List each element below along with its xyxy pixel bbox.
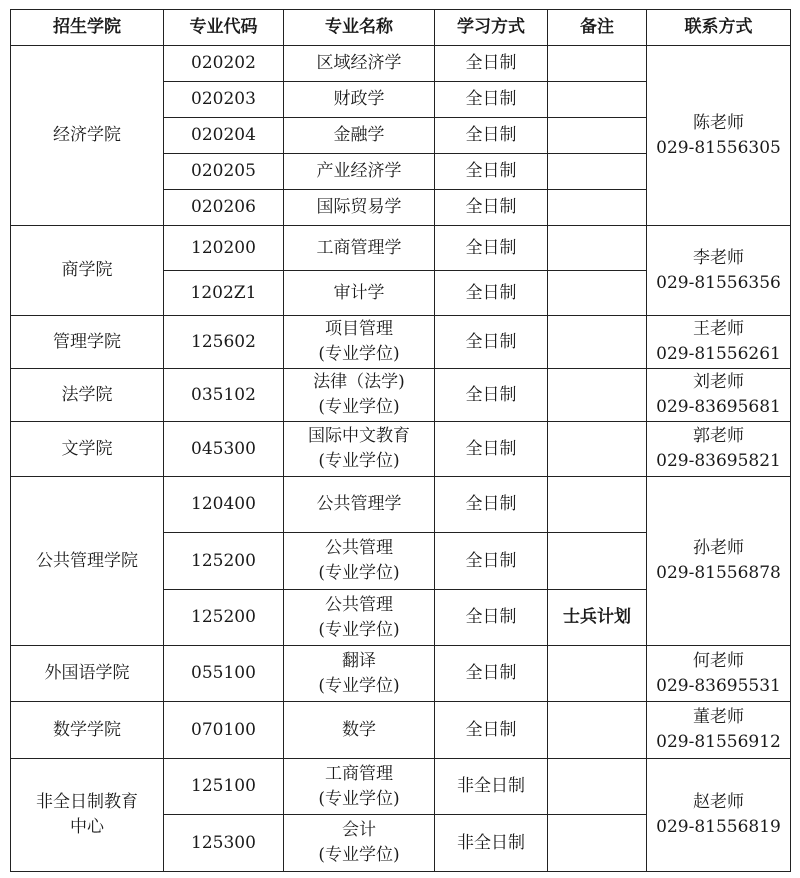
note (548, 422, 647, 477)
major-code: 035102 (164, 369, 284, 422)
table-body (11, 46, 791, 872)
major-name: 金融学 (333, 125, 385, 145)
contact (647, 702, 791, 759)
major-name-cell (284, 226, 435, 271)
study-mode: 全日制 (435, 646, 548, 702)
study-mode: 全日制 (435, 46, 548, 82)
note (548, 154, 647, 190)
major-name: 数学 (342, 719, 376, 740)
major-name: 工商管理学 (316, 237, 402, 258)
note (548, 369, 647, 422)
study-mode: 非全日制 (435, 815, 548, 872)
header-college: 招生学院 (11, 10, 164, 46)
major-name-cell (284, 154, 435, 190)
major-name-cell (284, 46, 435, 82)
contact-name: 赵老师 (693, 792, 744, 812)
study-mode: 非全日制 (435, 759, 548, 815)
admissions-table (10, 9, 791, 872)
major-name-cell (284, 316, 435, 369)
major-name-cell (284, 190, 435, 226)
major-code: 020204 (164, 118, 284, 154)
major-name-cell (284, 118, 435, 154)
major-name: 产业经济学 (316, 161, 402, 181)
major-name: 公共管理学 (316, 494, 402, 514)
major-name-cell (284, 369, 435, 422)
table-row (11, 477, 791, 533)
contact-name: 李老师 (693, 247, 744, 268)
note (548, 533, 647, 590)
contact (647, 759, 791, 872)
major-degree-type: (专业学位) (318, 563, 400, 583)
major-code: 020203 (164, 82, 284, 118)
study-mode: 全日制 (435, 422, 548, 477)
major-name-cell (284, 82, 435, 118)
college-name: 数学学院 (11, 702, 164, 759)
major-name: 国际中文教育 (308, 426, 410, 446)
college-name: 文学院 (11, 422, 164, 477)
table-row (11, 226, 791, 271)
contact-phone: 029-83695681 (656, 397, 781, 417)
study-mode: 全日制 (435, 226, 548, 271)
contact-name: 陈老师 (693, 112, 744, 133)
study-mode: 全日制 (435, 118, 548, 154)
contact-name: 刘老师 (693, 372, 744, 392)
major-code: 125602 (164, 316, 284, 369)
major-name-cell (284, 533, 435, 590)
table-row (11, 316, 791, 369)
contact-phone: 029-81556878 (656, 563, 781, 583)
admissions-table-wrapper (10, 9, 791, 872)
major-code: 045300 (164, 422, 284, 477)
major-code: 120400 (164, 477, 284, 533)
contact-name: 何老师 (693, 650, 744, 671)
major-code: 070100 (164, 702, 284, 759)
contact-phone: 029-81556912 (656, 732, 781, 752)
table-row (11, 759, 791, 815)
major-degree-type: (专业学位) (318, 788, 400, 809)
major-name: 公共管理 (325, 538, 393, 558)
college-name: 商学院 (11, 226, 164, 316)
contact (647, 46, 791, 226)
major-code: 055100 (164, 646, 284, 702)
note (548, 271, 647, 316)
major-code: 125200 (164, 533, 284, 590)
major-name: 区域经济学 (316, 53, 402, 73)
major-name: 会计 (342, 820, 376, 840)
header-code: 专业代码 (164, 10, 284, 46)
contact-name: 郭老师 (693, 426, 744, 446)
header-major: 专业名称 (284, 10, 435, 46)
contact (647, 369, 791, 422)
major-name-cell (284, 422, 435, 477)
header-note: 备注 (548, 10, 647, 46)
table-row (11, 646, 791, 702)
major-code: 020202 (164, 46, 284, 82)
study-mode: 全日制 (435, 369, 548, 422)
note (548, 82, 647, 118)
major-code: 125100 (164, 759, 284, 815)
note (548, 702, 647, 759)
table-row (11, 422, 791, 477)
college-name: 外国语学院 (11, 646, 164, 702)
study-mode: 全日制 (435, 190, 548, 226)
major-name: 公共管理 (325, 594, 393, 615)
college-name: 管理学院 (11, 316, 164, 369)
note (548, 118, 647, 154)
major-name-cell (284, 815, 435, 872)
contact (647, 316, 791, 369)
major-degree-type: (专业学位) (318, 344, 400, 364)
major-code: 120200 (164, 226, 284, 271)
major-name: 翻译 (342, 650, 376, 671)
note (548, 759, 647, 815)
major-name-cell (284, 759, 435, 815)
header-row (11, 10, 791, 46)
major-code: 125200 (164, 590, 284, 646)
study-mode: 全日制 (435, 316, 548, 369)
major-name-cell (284, 702, 435, 759)
contact-phone: 029-83695531 (656, 675, 781, 696)
major-name-cell (284, 477, 435, 533)
study-mode: 全日制 (435, 590, 548, 646)
note (548, 646, 647, 702)
contact (647, 646, 791, 702)
note (548, 815, 647, 872)
contact-name: 孙老师 (693, 538, 744, 558)
contact (647, 422, 791, 477)
contact-phone: 029-81556261 (656, 344, 781, 364)
major-name-cell (284, 590, 435, 646)
header-mode: 学习方式 (435, 10, 548, 46)
major-name: 工商管理 (325, 763, 393, 784)
note: 士兵计划 (548, 590, 647, 646)
note (548, 46, 647, 82)
study-mode: 全日制 (435, 154, 548, 190)
major-code: 1202Z1 (164, 271, 284, 316)
college-name: 非全日制教育中心 (11, 759, 164, 872)
major-name: 财政学 (333, 89, 385, 109)
note (548, 477, 647, 533)
note (548, 226, 647, 271)
contact-phone: 029-83695821 (656, 451, 781, 471)
major-code: 020206 (164, 190, 284, 226)
major-degree-type: (专业学位) (318, 845, 400, 865)
major-degree-type: (专业学位) (318, 451, 400, 471)
major-name: 审计学 (333, 282, 385, 303)
contact (647, 226, 791, 316)
study-mode: 全日制 (435, 702, 548, 759)
college-name: 公共管理学院 (11, 477, 164, 646)
major-code: 125300 (164, 815, 284, 872)
major-degree-type: (专业学位) (318, 397, 400, 417)
study-mode: 全日制 (435, 477, 548, 533)
major-degree-type: (专业学位) (318, 619, 400, 640)
contact-phone: 029-81556356 (656, 272, 781, 293)
major-code: 020205 (164, 154, 284, 190)
note (548, 316, 647, 369)
major-name-cell (284, 271, 435, 316)
contact (647, 477, 791, 646)
major-name: 法律（法学) (313, 372, 405, 392)
college-name: 法学院 (11, 369, 164, 422)
study-mode: 全日制 (435, 271, 548, 316)
major-name: 项目管理 (325, 319, 393, 339)
study-mode: 全日制 (435, 82, 548, 118)
header-contact: 联系方式 (647, 10, 791, 46)
study-mode: 全日制 (435, 533, 548, 590)
contact-phone: 029-81556305 (656, 137, 781, 158)
note (548, 190, 647, 226)
major-degree-type: (专业学位) (318, 675, 400, 696)
major-name: 国际贸易学 (316, 197, 402, 217)
college-name: 经济学院 (11, 46, 164, 226)
table-row (11, 46, 791, 82)
table-row (11, 702, 791, 759)
contact-name: 董老师 (693, 707, 744, 727)
contact-phone: 029-81556819 (656, 817, 781, 837)
table-row (11, 369, 791, 422)
major-name-cell (284, 646, 435, 702)
contact-name: 王老师 (693, 319, 744, 339)
